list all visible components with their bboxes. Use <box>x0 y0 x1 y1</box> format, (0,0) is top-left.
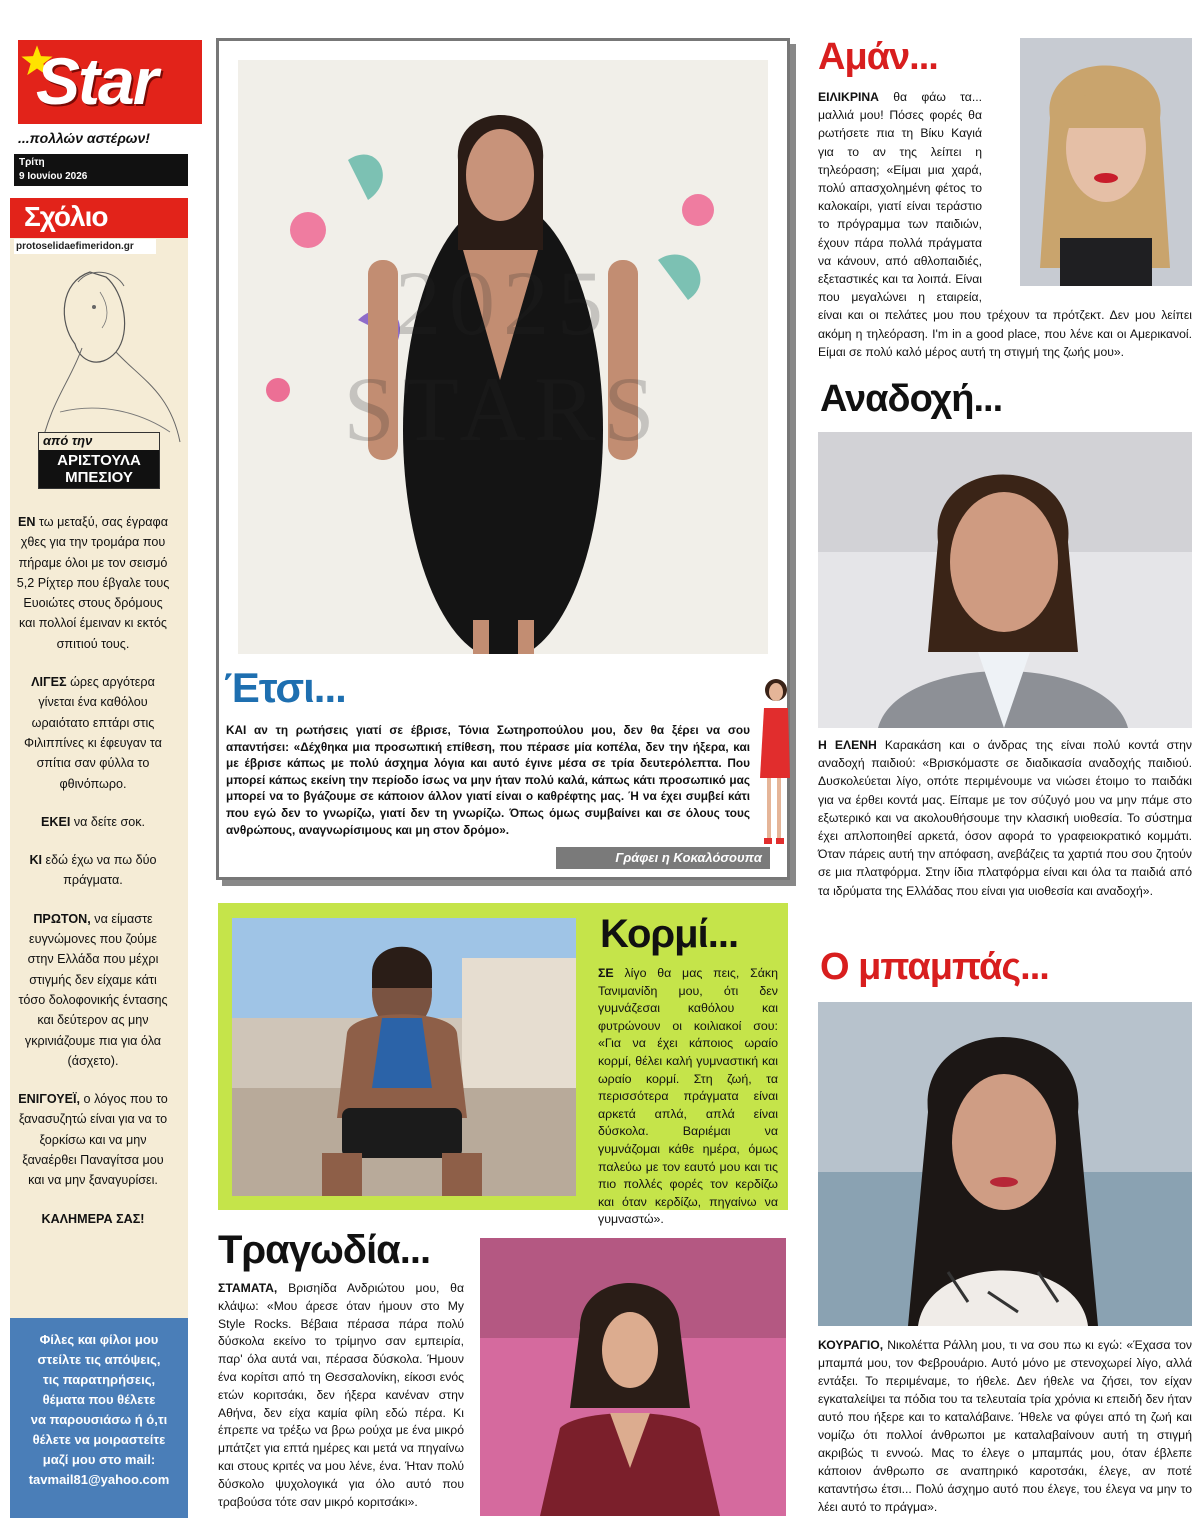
column-signoff: ΚΑΛΗΜΕΡΑ ΣΑΣ! <box>41 1211 145 1226</box>
story-anadoxi-photo <box>818 432 1192 728</box>
story-tragodia-body: ΣΤΑΜΑΤΑ, Βρισηίδα Ανδριώτου μου, θα κλάψω: «Μου άρεσε όταν ήμουν στο My Style Rocks. Βέβαια πέρασα πάρα πολύ δύσκολα εκείνο το τρίμηνο σαν εμπειρία, παρ' όλα αυτά ναι, πέρασα δύσκολα. Ήμουν ένα κορίτσι από τη Θεσσαλονίκη, είκοσι ενός ετών κοριτσάκι, δεν ήξερα κανέναν στην Αθήνα, δεν είχα καμία φίλη εδώ πέρα. Κι έπρεπε να τρέξω να βρω ρούχα με ένα μικρό μπάτζετ για επτά ημέρες και μετά να πηγαίνω και στους κριτές να μου λένε, ένα. Ήταν πολύ δύσκολο ψυχολογικά για όλο αυτό που τραβούσα τότε σαν μικρό κοριτσάκι». <box>218 1281 464 1509</box>
story-kormi-body: ΣΕ λίγο θα μας πεις, Σάκη Τανιμανίδη μου, ότι δεν γυμνάζεσαι καθόλου και φυτρώνουν οι κοιλιακοί σου: «Για να έχει κάποιος ωραίο κορμί, θέλει καλή γυμναστική και ωραίο κορμί. Στη ζωή, τα περισσότερα πράγματα είναι αρκετά απλά, απλά είναι δύσκολα. Βαριέμαι να γυμνάζομαι κάθε ημέρα, όμως παλεύω με τον εαυτό μου και τις πιο πολλές φορές τον κερδίζω και όταν κερδίζω, πηγαίνω να γυμναστώ». <box>598 966 778 1227</box>
byline-box <box>38 432 160 489</box>
story-aman-heading: Αμάν... <box>818 36 938 78</box>
byline-name-2: ΜΠΕΣΙΟΥ <box>65 469 133 486</box>
story-babas-body: ΚΟΥΡΑΓΙΟ, Νικολέττα Ράλλη μου, τι να σου πω κι εγώ: «Έχασα τον μπαμπά μου, τον Φεβρουάριο. Αυτό μόνο με στενοχωρεί λίγο, αλλά εντάξει. Το περιμέναμε, το ήθελε. Δεν ήθελε να ζήσει, τον είχαν εγκαταλείψει τα πόδια του τα τελευταία τρία χρόνια κι επειδή δεν ήταν αυτό που ήξερε και το καταλάβαινε. Ήθελε να φύγει από τη ζωή και νομίζω ότι πολλοί άνθρωποι με καταλαβαίνουν αυτή τη στιγμή ακριβώς τι εννοώ. Μας το έλεγε ο μπαμπάς μου, όταν έβλεπε κάποιον άνθρωπο σε αναπηρικό καροτσάκι, έλεγε, αν ποτέ καταντήσω έτσι... Πολύ άσχημο αυτό που έλεγε, του έλεγα να μην το λέει αυτό το πράγμα». <box>818 1338 1192 1514</box>
signature: Γράφει η Κοκαλόσουπα <box>615 850 762 865</box>
byline-prefix: από την <box>43 433 93 448</box>
column-paragraph: ΕΝΙΓΟΥΕΪ, ο λόγος που το ξανασυζητώ είναι για να το ξορκίσω και να μην ξαναέρθει Παναγίτσα μου και να μην ξαναγυρίσει. <box>18 1092 168 1188</box>
story-babas-heading: Ο μπαμπάς... <box>820 946 1049 988</box>
contact-line: μαζί μου στο mail: <box>42 1452 156 1467</box>
column-paragraph: ΚΙ εδώ έχω να πω δύο πράγματα. <box>29 853 157 888</box>
photo-wrap-spacer <box>982 88 1192 290</box>
date-full: 9 Ιουνίου 2026 <box>19 171 88 182</box>
story-aman-body: ΕΙΛΙΚΡΙΝΑ θα φάω τα... μαλλιά μου! Πόσες φορές θα ρωτήσετε πια τη Βίκυ Καγιά για το αν της λείπει η τηλεόραση; «Είμαι μια χαρά, πολύ απασχολημένη φέτος το καλοκαίρι, γιατί είναι τεράστιο το πρόγραμμα των παιδιών, έχουν πάρα πολλά πράγματα να κάνουν, από αθλοπαιδιές, εξεταστικές και τα λοιπά. Είναι που μεγαλώνει η εταιρεία, είναι και οι πελάτες μου που τρέχουν τα πρότζεκτ. Δεν μου λείπει ακόμη η τηλεόραση. I'm in a good place, που λένε και οι Αμερικανοί. Είμαι σε πολύ καλό μέρος αυτή τη στιγμή της ζωής μου». <box>818 90 1192 359</box>
contact-box <box>10 1318 188 1518</box>
byline-name-1: ΑΡΙΣΤΟΥΛΑ <box>57 452 141 469</box>
contact-line: στείλτε τις απόψεις, <box>37 1352 161 1367</box>
photo-backdrop-text: 2025 STARS <box>343 252 663 460</box>
masthead-tagline: ...πολλών αστέρων! <box>18 130 150 146</box>
column-paragraph: ΠΡΩΤΟΝ, να είμαστε ευγνώμονες που ζούμε στην Ελλάδα που μέχρι στιγμής δεν είχαμε κάτι τόσο δολοφονικής έντασης και δεύτερον ας μην γκρινιάζουμε πια για όλα (άσχετο). <box>18 911 168 1068</box>
column-heading: Σχόλιο <box>24 201 108 232</box>
main-story-heading: Έτσι... <box>224 664 346 711</box>
column-paragraph: ΕΝ τω μεταξύ, σας έγραφα χθες για την τρομάρα που πήραμε όλοι με τον σεισμό 5,2 Ρίχτερ που έβγαλε τους Ευοιώτες στους δρόμους και πολλοί έμειναν κι εκτός σπιτιού τους. <box>16 515 170 651</box>
contact-line: θέλετε να μοιραστείτε <box>32 1432 166 1447</box>
story-kormi-heading: Κορμί... <box>600 912 739 956</box>
story-kormi-photo <box>232 918 576 1196</box>
story-babas-photo <box>818 1002 1192 1326</box>
story-tragodia-heading: Τραγωδία... <box>218 1228 431 1272</box>
column-paragraph: ΕΚΕΙ να δείτε σοκ. <box>40 814 146 829</box>
column-heading-bar <box>10 198 188 238</box>
logo-text: Star <box>36 44 157 118</box>
story-anadoxi-body: Η ΕΛΕΝΗ Καρακάση και ο άνδρας της είναι πολύ κοντά στην αναδοχή παιδιού: «Βρισκόμαστε σε διαδικασία αναδοχής παιδιού. Δυσκολεύεται λίγο, οπότε περιμένουμε να νιώσει έτοιμο το παιδάκι για να έρθει κοντά μας. Είπαμε με τον σύζυγό μου να μην πάμε στο εξωτερικό και να ακολουθήσουμε την κλασική υιοθεσία. Το σύστημα έχει απλοποιηθεί αρκετά, όσον αφορά το γραφειοκρατικό κομμάτι. Όταν πάρεις αυτή την απόφαση, ανεβάζεις τα χαρτιά που σου ζητούν σε μια πλατφόρμα. Στην ίδια πλατφόρμα είναι και όλα τα παιδιά από τα ιδρύματα της Ελλάδας που είναι για υιοθεσία και αναδοχή». <box>818 738 1192 898</box>
date-bar <box>14 154 188 186</box>
story-anadoxi-heading: Αναδοχή... <box>820 378 1003 420</box>
main-story-body: ΚΑΙ αν τη ρωτήσεις γιατί σε έβρισε, Τόνια Σωτηροπούλου μου, δεν θα ξέρει να σου απαντήσει: «Δέχθηκα μια προσωπική επίθεση, που πέρασε μία κοπέλα, δεν την ήξερα, και με έβρισε κάπως με πολύ άσχημα λόγια και αυτό έγινε μέσα σε τρία δευτερόλεπτα. Που μπορεί κάπως εκείνη την περίοδο ίσως να μην ήταν πολύ καλά, κάπως κάτι προσωπικό μας μπορεί να το βγάζουμε σε κάποιον άλλον γιατί είναι ο καθρέφτης μας. Ή να έχει συμβεί κάτι που εγώ δεν το γνωρίζω, γιατί δεν τη γνωρίζω. Όπως όμως συμβαίνει και σε όλους τους ανθρώπους, αναγνωρίσιμους και μη στον δρόμο». <box>226 723 750 837</box>
masthead-logo <box>18 40 202 124</box>
date-day: Τρίτη <box>19 157 45 168</box>
contact-line: Φίλες και φίλοι μου <box>39 1332 159 1347</box>
contact-email-link[interactable]: tavmail81@yahoo.com <box>28 1472 170 1487</box>
main-story-photo <box>238 60 768 654</box>
column-paragraph: ΛΙΓΕΣ ώρες αργότερα γίνεται ένα καθόλου ωραιότατο επτάρι στις Φιλιππίνες κι έφευγαν τα σπίτια σαν φύλλα το φθινόπωρο. <box>24 675 162 791</box>
signature-bar <box>556 847 770 869</box>
contact-line: τις παρατηρήσεις, <box>42 1372 156 1387</box>
story-tragodia-photo <box>480 1238 786 1516</box>
illustration-figure <box>756 668 790 848</box>
column-body <box>16 512 170 1247</box>
contact-line: θέματα που θέλετε <box>42 1392 156 1407</box>
contact-line: να παρουσιάσω ή ό,τι <box>30 1412 168 1427</box>
watermark: protoselidaefimeridon.gr <box>14 239 156 254</box>
